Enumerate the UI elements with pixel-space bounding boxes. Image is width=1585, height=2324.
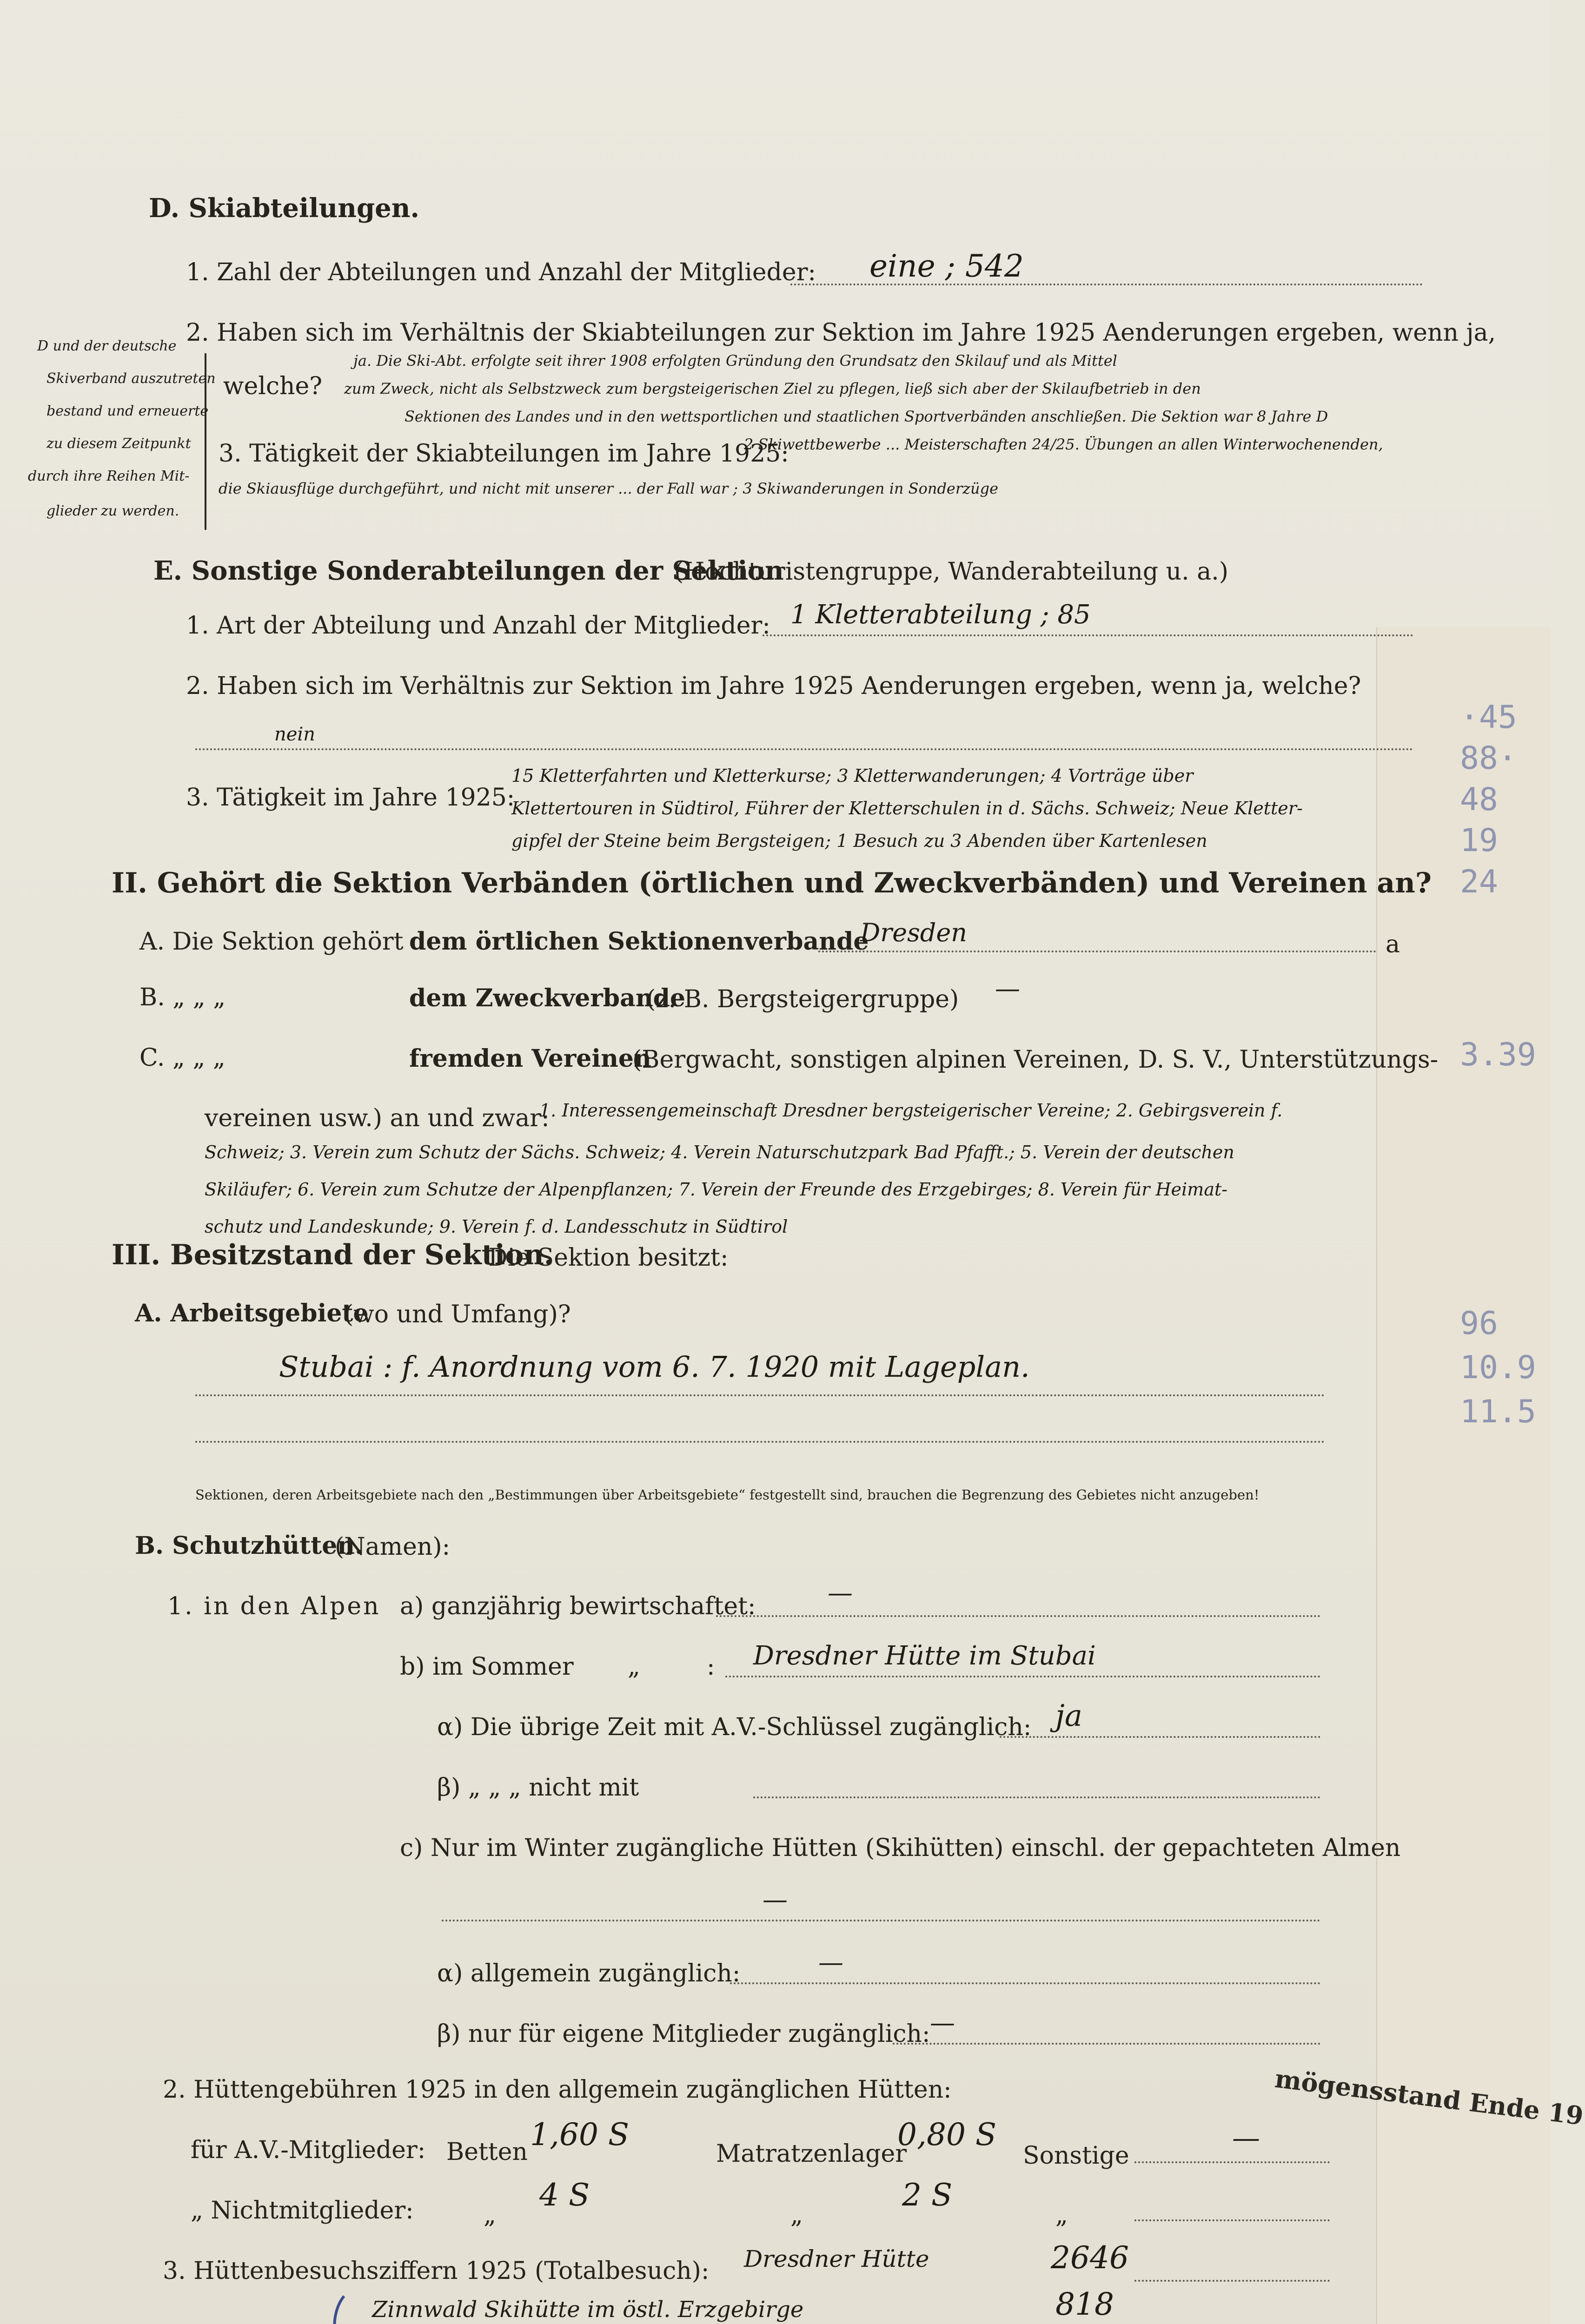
underlying-figures: 3.39 <box>1460 1037 1536 1073</box>
ii-b-rest: (z. B. Bergsteigergruppe) <box>646 985 959 1013</box>
ii-a-prefix: A. Die Sektion gehört <box>139 928 404 956</box>
margin-note-line: zu diesem Zeitpunkt <box>46 436 191 452</box>
margin-note-line: glieder zu werden. <box>46 503 179 519</box>
e-q3-answer-line1: 15 Kletterfahrten und Kletterkurse; 3 Kletterwanderungen; 4 Vorträge über <box>511 766 1194 786</box>
beta-dotline <box>753 1796 1320 1798</box>
year-round-dotline <box>716 1615 1320 1617</box>
e-q3-answer-line3: gipfel der Steine beim Bergsteigen; 1 Besuch zu 3 Abenden über Kartenlesen <box>511 831 1207 851</box>
iii-b-heading-rest: (Namen): <box>335 1533 451 1561</box>
fees-nonmembers-label: „ Nichtmitglieder: <box>191 2197 414 2225</box>
d-q2-answer-line2: zum Zweck, nicht als Selbstzweck zum bergsteigerischen Ziel zu pflegen, ließ sich aber der Skilaufbetrieb in den <box>344 380 1201 397</box>
d-q3-label: 3. Tätigkeit der Skiabteilungen im Jahre 1925: <box>219 440 789 468</box>
iii-b-heading: B. Schutzhütten. <box>135 1532 364 1560</box>
iii-a-dotline <box>195 1394 1325 1396</box>
visits-label: 3. Hüttenbesuchsziffern 1925 (Totalbesuch): <box>163 2257 710 2285</box>
fees-members-label: für A.V.-Mitglieder: <box>191 2136 426 2164</box>
e-q3-label: 3. Tätigkeit im Jahre 1925: <box>186 784 515 812</box>
beds-nonmembers: 4 S <box>539 2177 590 2213</box>
mattress-members: 0,80 S <box>897 2117 997 2152</box>
winter-beta-label: β) nur für eigene Mitglieder zugänglich: <box>437 2020 930 2048</box>
winter-alpha-label: α) allgemein zugänglich: <box>437 1960 741 1987</box>
year-round-label: a) ganzjährig bewirtschaftet: <box>400 1592 756 1620</box>
fees-label: 2. Hüttengebühren 1925 in den allgemein zugänglichen Hütten: <box>163 2076 952 2104</box>
e-q2-dotline <box>195 748 1413 750</box>
ditto-mark: „ <box>1055 2201 1068 2229</box>
visits-extra-count: 818 <box>1055 2286 1114 2322</box>
year-round-answer: — <box>828 1578 853 1607</box>
margin-note-line: bestand und erneuerte <box>46 403 209 419</box>
d-q1-label: 1. Zahl der Abteilungen und Anzahl der Mitglieder: <box>186 258 816 286</box>
other-label: Sonstige <box>1023 2142 1129 2170</box>
summer-colon: : <box>707 1653 715 1681</box>
e-q2-label: 2. Haben sich im Verhältnis zur Sektion im Jahre 1925 Aenderungen ergeben, wenn ja, welche? <box>186 672 1361 700</box>
winter-beta-dotline <box>893 2043 1320 2045</box>
winter-alpha-dotline <box>730 1982 1320 1984</box>
section-e-heading: E. Sonstige Sonderabteilungen der Sektion <box>153 555 784 586</box>
other-dotline <box>1134 2161 1330 2163</box>
ii-a-bold: dem örtlichen Sektionenverbande <box>409 927 869 956</box>
e-q3-answer-line2: Klettertouren in Südtirol, Führer der Kletterschulen in d. Sächs. Schweiz; Neue Kletter- <box>511 798 1303 819</box>
margin-note-line: Skiverband auszutreten <box>46 370 216 387</box>
visits-extra: Zinnwald Skihütte im östl. Erzgebirge <box>372 2297 804 2323</box>
alpha-answer: ja <box>1055 1699 1082 1733</box>
e-q1-answer: 1 Kletterabteilung ; 85 <box>790 600 1091 630</box>
underlying-heading: mögensstand Ende 19 <box>1273 2063 1585 2131</box>
margin-note-line: D und der deutsche <box>37 338 177 354</box>
mattress-label: Matratzenlager <box>716 2140 907 2168</box>
ii-c-answer-line3: Skiläufer; 6. Verein zum Schutze der Alpenpflanzen; 7. Verein der Freunde des Erzgebirges; 8. Verein für Heimat- <box>205 1179 1228 1200</box>
e-q2-answer: nein <box>274 724 315 745</box>
ii-c-rest: (Bergwacht, sonstigen alpinen Vereinen, D. S. V., Unterstützungs- <box>632 1046 1439 1074</box>
iii-a-answer: Stubai : f. Anordnung vom 6. 7. 1920 mit Lageplan. <box>279 1350 1030 1384</box>
iii-a-bold: A. Arbeitsgebiete <box>135 1299 369 1327</box>
d-q2-label-line2: welche? <box>223 372 323 400</box>
iii-a-dotline-2 <box>195 1441 1325 1443</box>
winter-beta-answer: — <box>930 2008 955 2037</box>
ii-c-answer-line2: Schweiz; 3. Verein zum Schutz der Sächs. Schweiz; 4. Verein Naturschutzpark Bad Pfafft.; 5. Verein der deutschen <box>205 1142 1234 1162</box>
visits-dotline <box>1134 2280 1330 2282</box>
summer-answer: Dresdner Hütte im Stubai <box>753 1641 1096 1671</box>
winter-label: c) Nur im Winter zugängliche Hütten (Skihütten) einschl. der gepachteten Almen <box>400 1834 1401 1862</box>
alpha-dotline <box>1000 1736 1320 1738</box>
ditto-mark: „ <box>484 2201 496 2229</box>
beds-label: Betten <box>446 2138 528 2166</box>
winter-alpha-answer: — <box>818 1948 843 1977</box>
section-iii-heading: III. Besitzstand der Sektion. <box>112 1239 554 1271</box>
d-q3-answer-line2: die Skiausflüge durchgeführt, und nicht mit unserer ... der Fall war ; 3 Skiwanderungen in Sonderzüge <box>219 480 999 497</box>
blue-pencil-mark <box>325 2291 391 2324</box>
section-iii-heading-rest: Die Sektion besitzt: <box>488 1244 729 1272</box>
section-e-heading-rest: (Hochturistengruppe, Wanderabteilung u. a.) <box>674 558 1229 586</box>
winter-dotline <box>442 1920 1320 1921</box>
mattress-nonmembers: 2 S <box>902 2177 953 2213</box>
ii-a-dotline <box>818 951 1376 952</box>
e-q1-label: 1. Art der Abteilung und Anzahl der Mitglieder: <box>186 612 770 640</box>
d-q2-answer-line1: ja. Die Ski-Abt. erfolgte seit ihrer 1908 erfolgten Gründung den Grundsatz den Skilauf und als Mittel <box>353 352 1117 370</box>
ii-a-answer: Dresden <box>860 918 968 947</box>
d-q2-label-line1: 2. Haben sich im Verhältnis der Skiabteilungen zur Sektion im Jahre 1925 Aenderungen ergeben, wenn ja, <box>186 319 1496 347</box>
ii-c-line2: vereinen usw.) an und zwar: <box>205 1104 550 1132</box>
nonmembers-other-dotline <box>1134 2219 1330 2221</box>
iii-a-rest: (wo und Umfang)? <box>344 1301 571 1328</box>
underlying-figures: ·45 88· 48 19 24 <box>1460 699 1517 900</box>
iii-a-note: Sektionen, deren Arbeitsgebiete nach den „Bestimmungen über Arbeitsgebiete“ festgestellt sind, brauchen die Begrenzung des Gebietes nicht anzugeben! <box>195 1487 1260 1503</box>
section-d-heading: D. Skiabteilungen. <box>149 193 419 224</box>
alpha-label: α) Die übrige Zeit mit A.V.-Schlüssel zugänglich: <box>437 1713 1032 1741</box>
ii-c-answer-line4: schutz und Landeskunde; 9. Verein f. d. Landesschutz in Südtirol <box>205 1216 788 1237</box>
summer-ditto: „ <box>628 1653 640 1681</box>
ii-c-answer-line1: 1. Interessengemeinschaft Dresdner bergsteigerischer Vereine; 2. Gebirgsverein f. <box>539 1100 1283 1121</box>
visits-hut: Dresdner Hütte <box>744 2245 929 2272</box>
ditto-mark: „ <box>790 2201 803 2229</box>
ii-a-trail: a <box>1386 931 1400 958</box>
ii-c-bold: fremden Vereinen <box>409 1044 651 1073</box>
beds-members: 1,60 S <box>530 2117 630 2152</box>
e-q1-dotline <box>763 634 1413 636</box>
alps-label: 1. in den Alpen <box>167 1592 381 1620</box>
d-q1-answer: eine ; 542 <box>869 248 1024 284</box>
winter-answer: — <box>763 1885 788 1914</box>
ii-b-bold: dem Zweckverbande <box>409 984 686 1012</box>
underlying-figures: 96 10.9 11.5 <box>1460 1305 1536 1431</box>
ii-b-prefix: B. „ „ „ <box>139 984 226 1011</box>
section-ii-heading: II. Gehört die Sektion Verbänden (örtlichen und Zweckverbänden) und Vereinen an? <box>112 867 1432 899</box>
ii-b-answer: — <box>995 974 1020 1003</box>
ii-c-prefix: C. „ „ „ <box>139 1044 225 1072</box>
d-q3-answer-line1: 2 Skiwettbewerbe ... Meisterschaften 24/25. Übungen an allen Winterwochenenden, <box>744 436 1383 453</box>
summer-label: b) im Sommer <box>400 1653 574 1681</box>
margin-note-line: durch ihre Reihen Mit- <box>28 468 190 484</box>
beta-label: β) „ „ „ nicht mit <box>437 1774 639 1802</box>
other-members: — <box>1232 2122 1260 2154</box>
summer-dotline <box>725 1676 1320 1677</box>
d-q2-answer-line3: Sektionen des Landes und in den wettsportlichen und staatlichen Sportverbänden anschließen. Die Sektion war 8 Jahre D <box>405 408 1328 425</box>
margin-bracket <box>205 353 206 530</box>
visits-hut-count: 2646 <box>1051 2240 1129 2276</box>
